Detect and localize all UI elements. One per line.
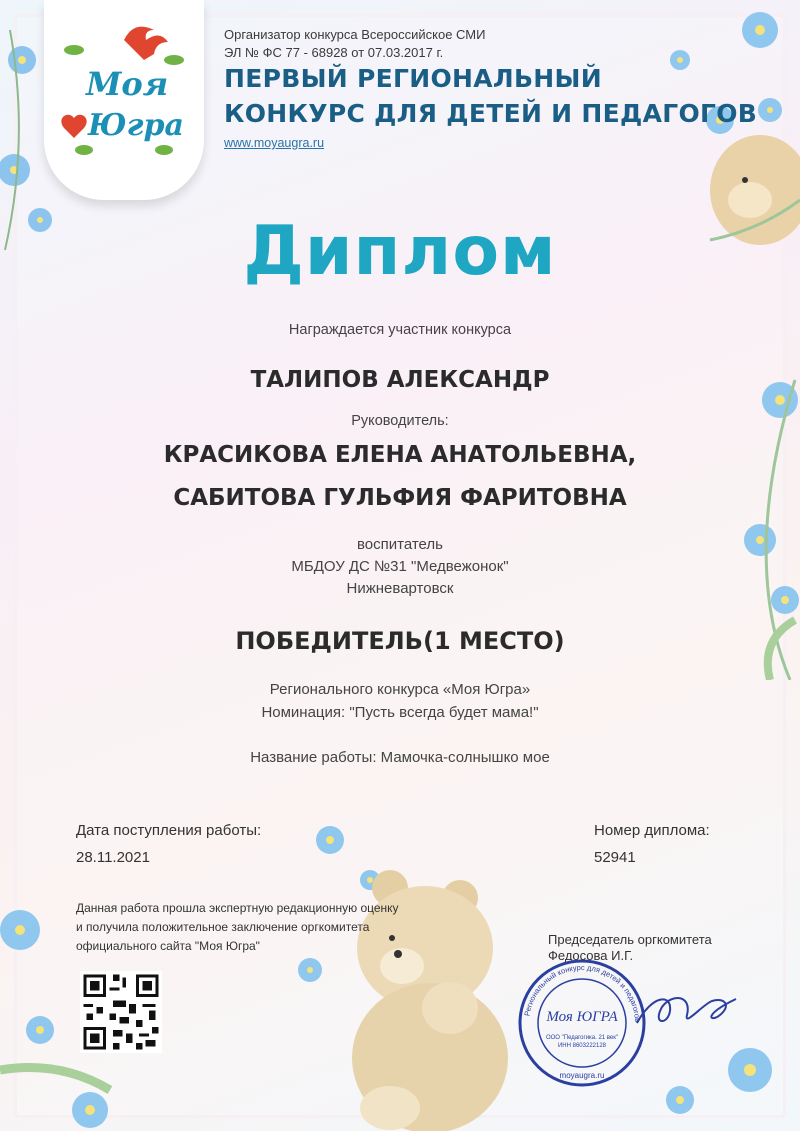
chairman-name: Федосова И.Г.	[548, 948, 634, 963]
city: Нижневартовск	[346, 580, 454, 597]
logo-text-line1: Моя	[86, 65, 169, 103]
diploma-number-value: 52941	[594, 849, 636, 866]
expert-note-line3: официального сайта "Моя Югра"	[76, 939, 260, 953]
position: воспитатель	[357, 536, 443, 553]
headline-line1: ПЕРВЫЙ РЕГИОНАЛЬНЫЙ	[224, 64, 602, 93]
organizer-line: Организатор конкурса Всероссийское СМИ	[224, 27, 486, 42]
diploma-title: Диплом	[243, 212, 557, 291]
organization-stamp-icon	[516, 957, 648, 1089]
headline-line2: КОНКУРС ДЛЯ ДЕТЕЙ И ПЕДАГОГОВ	[224, 99, 758, 128]
awarded-caption: Награждается участник конкурса	[288, 322, 512, 338]
participant-name: ТАЛИПОВ АЛЕКСАНДР	[250, 367, 550, 393]
date-label: Дата поступления работы:	[76, 822, 262, 839]
leader-name-2: САБИТОВА ГУЛЬФИЯ ФАРИТОВНА	[173, 485, 627, 511]
expert-note-line2: и получила положительное заключение оргкомитета	[76, 920, 370, 934]
leader-name-1: КРАСИКОВА ЕЛЕНА АНАТОЛЬЕВНА,	[163, 442, 637, 468]
institution: МБДОУ ДС №31 "Медвежонок"	[291, 558, 509, 575]
stamp-company: ООО "Педагогика. 21 век"	[545, 1035, 619, 1041]
stamp-ring-text: Региональный конкурс для детей и педагогов	[522, 962, 643, 1023]
chairman-title: Председатель оргкомитета	[548, 932, 712, 947]
nomination: Номинация: "Пусть всегда будет мама!"	[261, 704, 539, 721]
site-link[interactable]: www.moyaugra.ru	[224, 136, 325, 150]
expert-note-line1: Данная работа прошла экспертную редакционную оценку	[76, 901, 399, 915]
stamp-center-text: Моя ЮГРА	[546, 1009, 618, 1025]
place-award: ПОБЕДИТЕЛЬ(1 МЕСТО)	[235, 627, 565, 655]
qr-code-icon[interactable]	[80, 971, 162, 1053]
moya-yugra-logo	[44, 0, 204, 200]
diploma-number-label: Номер диплома:	[594, 822, 710, 839]
date-value: 28.11.2021	[76, 849, 150, 866]
flower-cluster-bottom-right-icon	[640, 1030, 800, 1131]
work-title: Название работы: Мамочка-солнышко мое	[250, 749, 550, 766]
logo-text-line2: Югра	[88, 108, 184, 143]
stamp-inn: ИНН 8603222128	[557, 1043, 607, 1049]
contest-name: Регионального конкурса «Моя Югра»	[269, 681, 531, 698]
expert-note	[76, 899, 399, 956]
signature-icon	[632, 985, 742, 1035]
stamp-site: moyaugra.ru	[559, 1071, 605, 1080]
leader-label: Руководитель:	[351, 413, 449, 429]
registration-line: ЭЛ № ФС 77 - 68928 от 07.03.2017 г.	[224, 45, 444, 60]
